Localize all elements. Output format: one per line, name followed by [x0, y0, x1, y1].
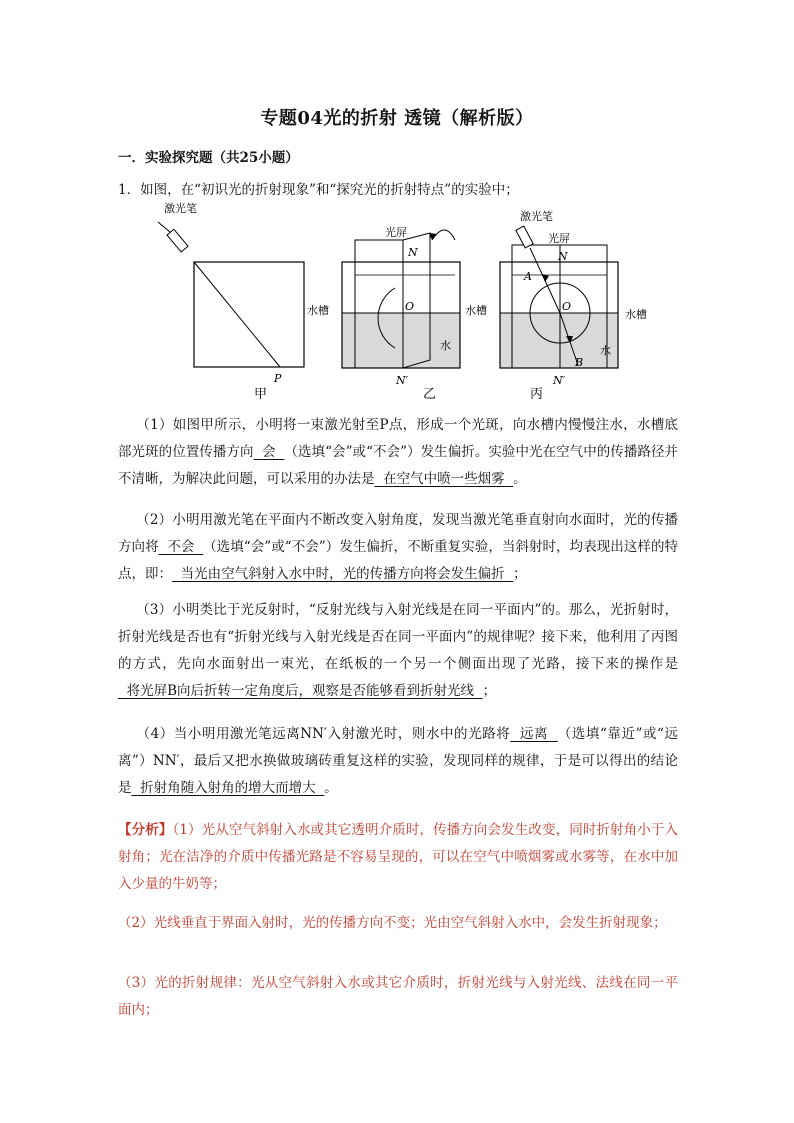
analysis-text-1: （1）光从空气斜射入水或其它透明介质时，传播方向会发生改变，同时折射角小于入射角；光在洁净的介质中传播光路是不容易呈现的，可以在空气中喷烟雾或水雾等，在水中加入少量的牛奶等； — [118, 822, 679, 892]
p1-answer-1: 会 — [253, 444, 285, 460]
laser-pen-icon — [167, 229, 188, 252]
p4-answer-2: 折射角随入射角的增大而增大 — [131, 780, 325, 796]
p4-mid: （选填“靠近”或“远离”）NN′，最后又把水换做玻璃砖重复这样的实验，发现同样的规律，于是可以得出的结论是 — [118, 726, 678, 796]
p2-mid: （选填“会”或“不会”）发生偏折，不断重复实验，当斜射时，均表现出这样的特点，即： — [118, 539, 679, 582]
analysis-1 — [118, 817, 678, 898]
p2-answer-1: 不会 — [158, 539, 204, 555]
point-n-prime-c: N′ — [553, 374, 566, 387]
p1-answer-2: 在空气中喷一些烟雾 — [374, 471, 514, 487]
water-label-a: 水 — [440, 339, 451, 352]
water-label-c: 水 — [600, 344, 611, 357]
point-n: N — [408, 246, 418, 259]
point-p: P — [274, 372, 282, 385]
figure-yi — [307, 225, 460, 402]
screen-label: 光屏 — [385, 226, 407, 239]
p1-mid: （选填“会”或“不会”）发生偏折。实验中光在空气中的传播路径并不清晰，为解决此问题，可以采用的办法是 — [118, 444, 679, 487]
analysis-2 — [118, 910, 678, 937]
caption-jia: 甲 — [254, 387, 268, 402]
figure-jia — [158, 201, 304, 402]
analysis-text-3: （3）光的折射规律：光从空气斜射入水或其它介质时，折射光线与入射光线、法线在同一平面内； — [118, 975, 678, 1018]
tank-label-c: 水槽 — [625, 308, 647, 321]
caption-yi: 乙 — [423, 387, 437, 402]
paragraph-2 — [118, 507, 678, 588]
analysis-3 — [118, 970, 678, 1024]
screen-label-c: 光屏 — [548, 232, 570, 245]
paragraph-1 — [118, 412, 678, 493]
point-a: A — [524, 270, 532, 283]
p2-end: ； — [513, 566, 527, 582]
p2-answer-2: 当光由空气斜射入水中时，光的传播方向将会发生偏折 — [172, 566, 514, 582]
p1-end: 。 — [513, 471, 527, 487]
figure-bing — [465, 209, 647, 402]
question-intro: 1．如图，在“初识光的折射现象”和“探究光的折射特点”的实验中； — [118, 182, 519, 198]
p3-answer-1: 将光屏B向后折转一定角度后，观察是否能够看到折射光线 — [118, 683, 483, 699]
point-o-c: O — [562, 300, 572, 313]
section-heading: 一．实验探究题（共25小题） — [118, 150, 299, 166]
point-b: B — [575, 356, 584, 369]
tank-label-a: 水槽 — [307, 304, 329, 317]
point-o: O — [405, 300, 415, 313]
p3-end: ； — [482, 683, 497, 699]
experiment-figure — [150, 200, 660, 405]
tank-label-b: 水槽 — [465, 304, 487, 317]
p4-end: 。 — [324, 780, 338, 796]
paragraph-3 — [118, 597, 678, 705]
laser-label-c: 激光笔 — [520, 210, 553, 223]
p3-text: （3）小明类比于光反射时，“反射光线与入射光线是在同一平面内”的。那么，光折射时，折射光线是否也有“折射光线与入射光线是否在同一平面内”的规律呢？接下来，他利用了丙图的方式，先向水面射出一束光，在纸板的一个另一个侧面出现了光路，接下来的操作是 — [118, 602, 678, 672]
p4-text: （4）当小明用激光笔远离NN′入射激光时，则水中的光路将 — [136, 726, 511, 742]
p2-text: （2）小明用激光笔在平面内不断改变入射角度，发现当激光笔垂直射向水面时，光的传播方向将 — [118, 512, 678, 555]
p4-answer-1: 远离 — [510, 726, 558, 742]
point-n-prime: N′ — [396, 374, 409, 387]
p1-text: （1）如图甲所示，小明将一束激光射至P点，形成一个光斑，向水槽内慢慢注水，水槽底部光斑的位置传播方向 — [118, 417, 678, 460]
analysis-tag: 【分析】 — [118, 822, 173, 838]
page-title: 专题04光的折射 透镜（解析版） — [260, 108, 534, 129]
paragraph-4 — [118, 721, 678, 802]
point-n-c: N — [558, 250, 568, 263]
analysis-text-2: （2）光线垂直于界面入射时，光的传播方向不变；光由空气斜射入水中，会发生折射现象； — [118, 915, 667, 931]
caption-bing: 丙 — [530, 387, 544, 402]
laser-label-a: 激光笔 — [164, 202, 197, 215]
